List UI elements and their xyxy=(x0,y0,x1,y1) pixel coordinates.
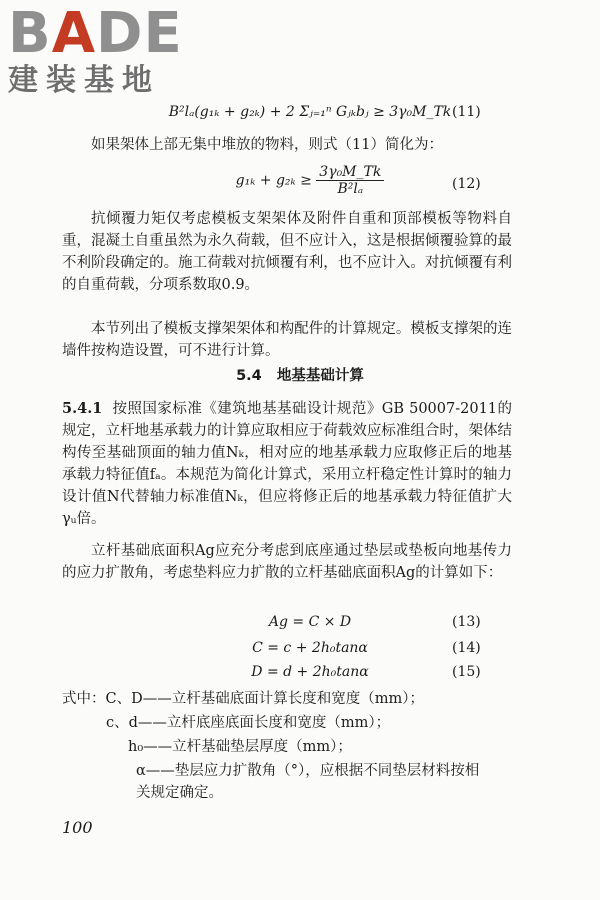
clause-number: 5.4.1 xyxy=(62,400,103,417)
definition-2-text: ——立杆底座底面长度和宽度（mm）； xyxy=(137,715,391,731)
equation-12-denominator: B²lₐ xyxy=(337,181,364,197)
equation-12-lhs: g₁ₖ + g₂ₖ ≥ xyxy=(235,172,312,189)
equation-12-number: (12) xyxy=(452,176,481,192)
definition-4 xyxy=(136,760,492,804)
section-heading xyxy=(0,364,600,385)
equation-11: B²lₐ(g₁ₖ + g₂ₖ) + 2 Σⱼ₌₁ⁿ Gⱼₖbⱼ ≥ 3γ₀M_Tk xyxy=(168,104,452,120)
equation-12 xyxy=(140,164,480,197)
paragraph-simplify: 如果架体上部无集中堆放的物料，则式（11）简化为： xyxy=(91,137,443,153)
paragraph-5-4-1 xyxy=(62,398,512,530)
equation-13: Ag = C × D xyxy=(268,614,352,630)
equation-14: C = c + 2h₀tanα xyxy=(252,640,368,656)
definition-1-text: ——立杆基础底面计算长度和宽度（mm）； xyxy=(142,691,424,707)
equation-13-number: (13) xyxy=(452,614,481,630)
equation-12-numerator: 3γ₀M_Tk xyxy=(316,164,384,181)
definition-4-symbol: α xyxy=(136,763,146,779)
bade-logo xyxy=(8,1,183,98)
paragraph-overturning: 抗倾覆力矩仅考虑模板支架架体及附件自重和顶部模板等物料自重，混凝土自重虽然为永久荷载，但不应计入，这是根据倾覆验算的最不利阶段确定的。施工荷载对抗倾覆有利，也不应计入。对抗倾覆有利的自重荷载，分项系数取0.9。 xyxy=(62,211,512,293)
definition-1 xyxy=(62,688,424,710)
logo-wordmark: BADE xyxy=(8,1,183,66)
equation-11-number: (11) xyxy=(452,104,481,120)
clause-text: 按照国家标准《建筑地基基础设计规范》GB 50007-2011的规定，立杆地基承载力的计算应取相应于荷载效应标准组合时，架体结构传至基础顶面的轴力值Nₖ，相对应的地基承载力应取修正后的地基承载力特征值fₐ。本规范为简化计算式，采用立杆稳定性计算时的轴力设计值N代替轴力标准值Nₖ，但应将修正后的地基承载力特征值扩大γᵤ倍。 xyxy=(62,401,512,527)
definition-2 xyxy=(106,712,390,734)
page-number: 100 xyxy=(62,818,93,837)
paragraph-scope: 本节列出了模板支撑架架体和构配件的计算规定。模板支撑架的连墙件按构造设置，可不进行计算。 xyxy=(62,321,512,359)
definition-3-symbol: h₀ xyxy=(128,739,144,755)
definition-3-text: ——立杆基础垫层厚度（mm）； xyxy=(143,739,352,755)
equation-15-number: (15) xyxy=(452,664,481,680)
logo-subtitle: 建装基地 xyxy=(8,63,160,98)
section-title: 地基基础计算 xyxy=(276,368,364,384)
section-number: 5.4 xyxy=(236,368,262,384)
paragraph-base-area: 立杆基础底面积Ag应充分考虑到底座通过垫层或垫板向地基传力的应力扩散角，考虑垫料应力扩散的立杆基础底面积Ag的计算如下： xyxy=(62,543,512,581)
equation-15: D = d + 2h₀tanα xyxy=(251,664,369,680)
definition-3 xyxy=(128,736,352,758)
definition-4-text: ——垫层应力扩散角（°），应根据不同垫层材料按相关规定确定。 xyxy=(136,763,480,801)
definition-1-symbol: C、D xyxy=(105,691,143,707)
equation-12-fraction xyxy=(316,164,384,197)
definitions-intro: 式中： xyxy=(62,691,106,707)
equation-14-number: (14) xyxy=(452,640,481,656)
definition-2-symbol: c、d xyxy=(106,715,138,731)
